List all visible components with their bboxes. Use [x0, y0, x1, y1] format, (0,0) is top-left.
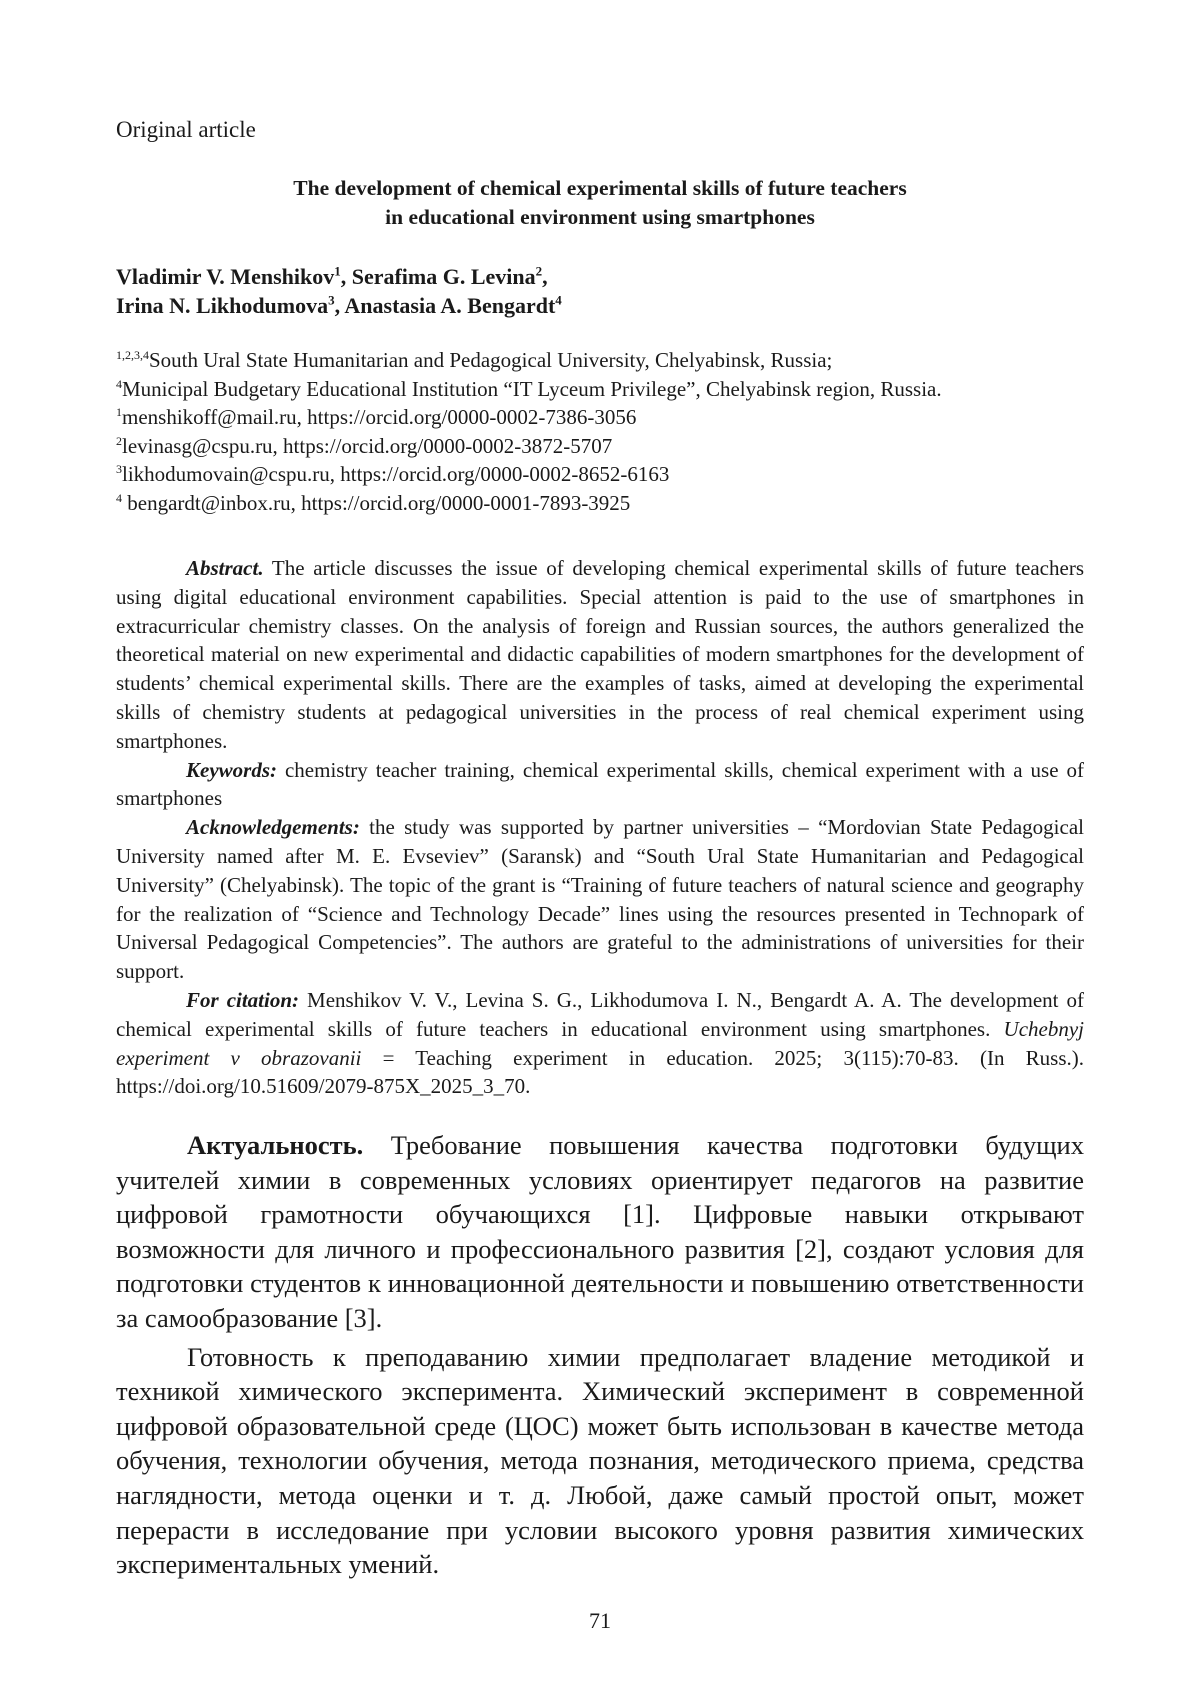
author-name: Serafima G. Levina [351, 264, 536, 289]
body-text [116, 1128, 1084, 1586]
body-paragraph-2: Готовность к преподаванию химии предполагает владение методикой и техникой химического эксперимента. Химический эксперимент в современной цифровой образовательной среде (ЦОС) может быть использован в качестве метода обучения, технологии обучения, метода познания, методического приема, средства наглядности, метода оценки и т. д. Любой, даже самый простой опыт, может перерасти в исследование при условии высокого уровня развития химических экспериментальных умений. [116, 1341, 1084, 1580]
keywords-text: chemistry teacher training, chemical experimental skills, chemical experiment with a use of smartphones [116, 757, 1084, 811]
body-paragraph-1: Актуальность. Требование повышения качества подготовки будущих учителей химии в современных условиях ориентирует педагогов на развитие цифровой грамотности обучающихся [1]. Цифровые навыки открывают возможности для личного и профессионального развития [2], создают условия для подготовки студентов к инновационной деятельности и повышению ответственности за самообразование [3]. [116, 1130, 1084, 1333]
author-sup: 3 [328, 292, 335, 308]
citation-text-after: = Teaching experiment in education. 2025; 3(115):70-83. (In Russ.). https://doi.org/10.51609/2079-875X_2025_3_70. [116, 1045, 1085, 1099]
keywords-label: Keywords: [186, 757, 277, 782]
title-line-1: The development of chemical experimental skills of future teachers [293, 176, 907, 200]
contact-line: $^4$ bengardt@inbox.ru, https://orcid.org/0000-0001-7893-3925 [116, 490, 631, 515]
abstract-text: The article discusses the issue of developing chemical experimental skills of future teachers using digital educational environment capabilities. Special attention is paid to the use of smartphones in extracurricular chemistry classes. On the analysis of foreign and Russian sources, the authors generalized the theoretical material on new experimental and didactic capabilities of modern smartphones for the development of students’ chemical experimental skills. There are the examples of tasks, aimed at developing the experimental skills of chemistry students at pedagogical universities in the process of real chemical experiment using smartphones. [116, 556, 1084, 753]
contact-line: $^1$menshikoff@mail.ru, https://orcid.org/0000-0002-7386-3056 [116, 405, 637, 429]
author-list [116, 262, 562, 320]
page-number: 71 [589, 1608, 611, 1633]
citation-text: Menshikov V. V., Levina S. G., Likhodumova I. N., Bengardt A. A. The development of chemical experimental skills of future teachers in educational environment using smartphones. [116, 987, 1084, 1041]
acknowledgements-text: the study was supported by partner universities – “Mordovian State Pedagogical University named after M. E. Evseviev” (Saransk) and “South Ural State Humanitarian and Pedagogical University” (Chelyabinsk). The topic of the grant is “Training of future teachers of natural science and geography for the realization of “Science and Technology Decade” lines using the resources presented in Technopark of Universal Pedagogical Competencies”. The authors are grateful to the administrations of universities for their support. [116, 815, 1084, 984]
affiliations [116, 346, 1106, 517]
authors-line-2: Irina N. Likhodumova$^3$, Anastasia A. Bengardt$^4$ [116, 292, 562, 318]
citation-paragraph [116, 986, 1084, 1101]
section-label: Актуальность. [187, 1130, 364, 1160]
affiliation-line: $^{1,2,3,4}$South Ural State Humanitarian and Pedagogical University, Chelyabinsk, Russia; [116, 348, 833, 372]
author-sup: 2 [535, 263, 543, 279]
contact-line: $^2$levinasg@cspu.ru, https://orcid.org/0000-0002-3872-5707 [116, 433, 613, 458]
acknowledgements-label: Acknowledgements: [186, 815, 360, 840]
author-sup: 1 [334, 263, 341, 279]
article-title [116, 174, 1084, 232]
author-sup: 4 [555, 292, 562, 308]
abstract-paragraph [116, 554, 1084, 756]
citation-label: For citation: [186, 987, 300, 1012]
affiliation-line: $^4$Municipal Budgetary Educational Institution “IT Lyceum Privilege”, Chelyabinsk region, Russia. [116, 376, 942, 401]
article-type: Original article [116, 117, 256, 142]
author-name: Vladimir V. Menshikov [116, 264, 335, 289]
title-line-2: in educational environment using smartphones [385, 205, 815, 229]
citation-journal: Uchebnyj experiment v obrazovanii [116, 1016, 1084, 1070]
abstract-block [116, 554, 1084, 1101]
keywords-paragraph [116, 756, 1084, 814]
author-name: Irina N. Likhodumova [116, 293, 329, 318]
contact-line: $^3$likhodumovain@cspu.ru, https://orcid.org/0000-0002-8652-6163 [116, 462, 670, 486]
author-name: Anastasia A. Bengardt [344, 293, 556, 318]
abstract-label: Abstract. [186, 556, 264, 580]
acknowledgements-paragraph [116, 813, 1084, 986]
authors-line-1: Vladimir V. Menshikov$^1$, Serafima G. Levina$^2$, [116, 263, 548, 289]
